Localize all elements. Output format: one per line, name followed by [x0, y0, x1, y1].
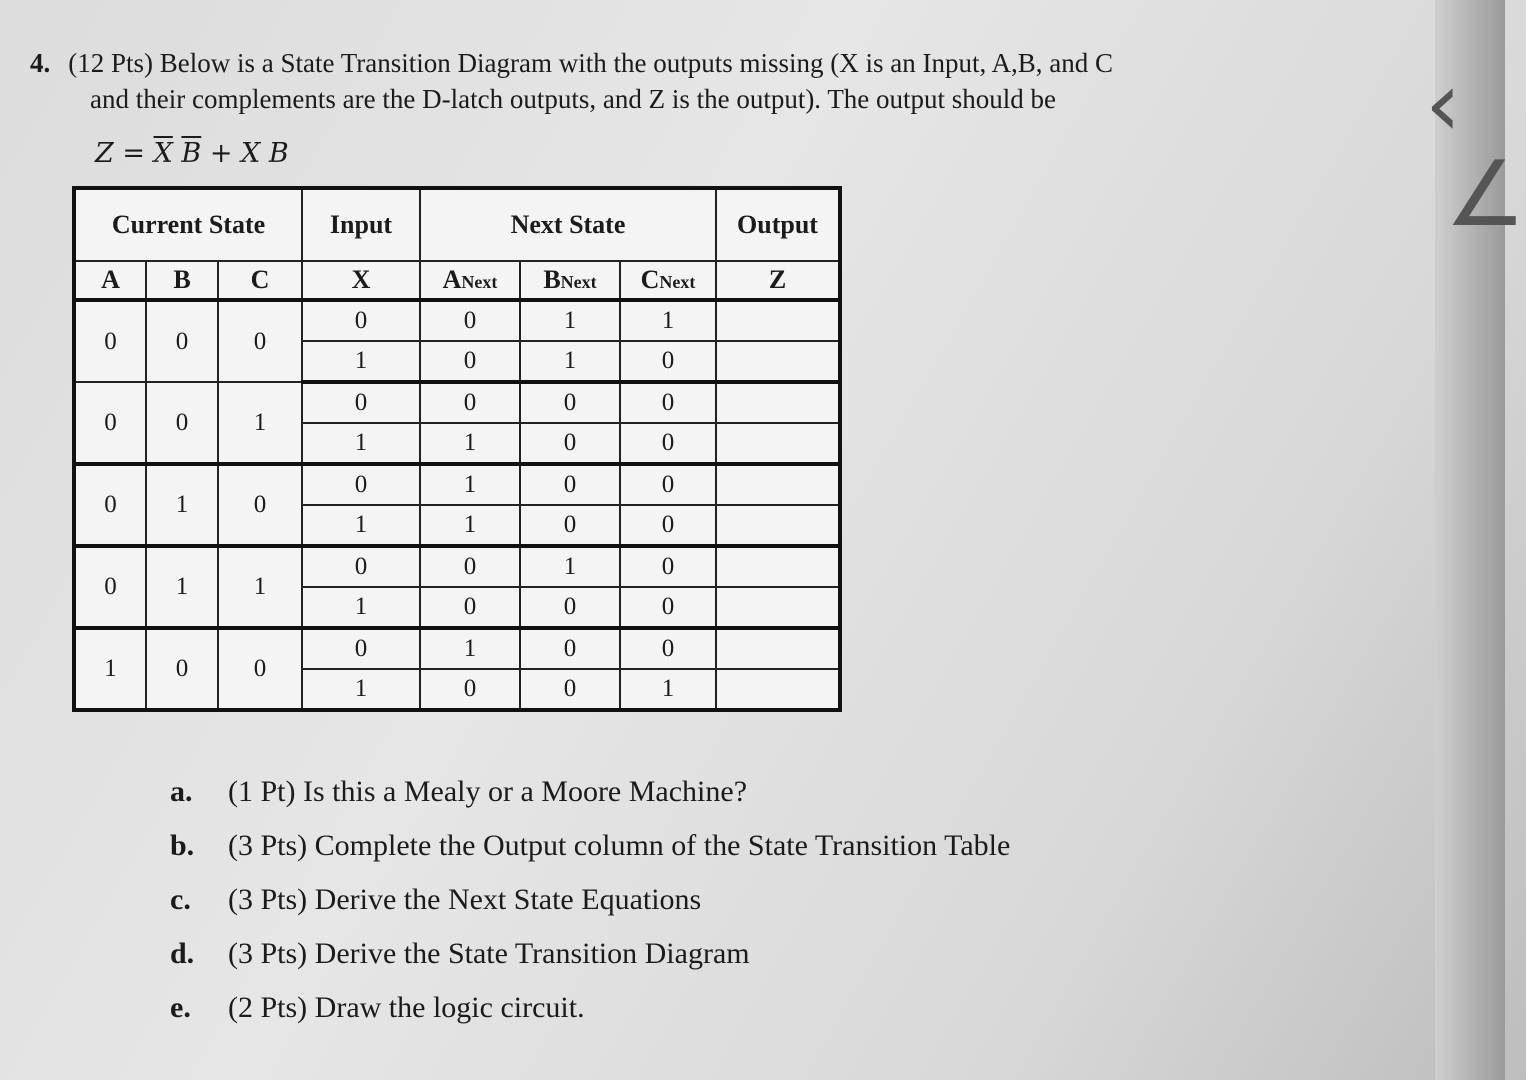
col-b-next-header: BNext: [520, 261, 620, 300]
cell-c-next: 0: [620, 423, 716, 464]
cell-z-empty[interactable]: [716, 505, 840, 546]
question-number: 4.: [30, 48, 51, 78]
cell-a-next: 1: [420, 628, 520, 669]
cell-z-empty[interactable]: [716, 669, 840, 710]
cell-c-next: 0: [620, 464, 716, 505]
cell-c-next: 0: [620, 505, 716, 546]
question-parts: [170, 765, 1010, 1035]
cell-b: 1: [146, 464, 218, 546]
state-transition-table: [72, 186, 842, 712]
cell-a: 0: [74, 382, 146, 464]
col-c-header: C: [218, 261, 302, 300]
current-state-header: Current State: [74, 188, 302, 261]
cell-z-empty[interactable]: [716, 423, 840, 464]
cell-x: 1: [302, 587, 420, 628]
table-subheader-row: [74, 261, 840, 300]
cell-z-empty[interactable]: [716, 341, 840, 382]
cell-x: 0: [302, 464, 420, 505]
output-equation: [95, 138, 289, 169]
cell-z-empty[interactable]: [716, 300, 840, 341]
cell-b-next: 0: [520, 382, 620, 423]
cell-a-next: 0: [420, 341, 520, 382]
cell-z-empty[interactable]: [716, 382, 840, 423]
table-row: [74, 300, 840, 341]
part-e: e. (2 Pts) Draw the logic circuit.: [170, 991, 585, 1024]
cell-z-empty[interactable]: [716, 546, 840, 587]
cell-a-next: 1: [420, 505, 520, 546]
question-line-2: and their complements are the D-latch outputs, and Z is the output). The output should be: [90, 84, 1057, 114]
cell-c-next: 0: [620, 587, 716, 628]
cell-b: 0: [146, 382, 218, 464]
cell-c-next: 1: [620, 669, 716, 710]
equation-rest: + X B: [201, 138, 289, 169]
cell-c-next: 0: [620, 546, 716, 587]
cell-z-empty[interactable]: [716, 464, 840, 505]
cell-x: 0: [302, 300, 420, 341]
cell-b-next: 0: [520, 423, 620, 464]
table-row: [74, 546, 840, 587]
cell-a-next: 0: [420, 300, 520, 341]
cell-b-next: 1: [520, 300, 620, 341]
question-header: [30, 45, 1370, 117]
equation-prefix: Z =: [95, 138, 154, 169]
input-header: Input: [302, 188, 420, 261]
table-row: [74, 464, 840, 505]
question-intro-line-1: (12 Pts) Below is a State Transition Diagram with the outputs missing (X is an Input, A,B, and C: [68, 48, 1113, 78]
cell-b: 0: [146, 300, 218, 382]
cell-b-next: 0: [520, 628, 620, 669]
cell-a-next: 1: [420, 464, 520, 505]
cell-c: 0: [218, 464, 302, 546]
part-b: b. (3 Pts) Complete the Output column of the State Transition Table: [170, 829, 1011, 862]
cell-z-empty[interactable]: [716, 587, 840, 628]
partial-handwriting-mark: ∠: [1445, 142, 1526, 247]
cell-x: 0: [302, 546, 420, 587]
cell-c-next: 0: [620, 341, 716, 382]
cell-x: 0: [302, 382, 420, 423]
adjacent-page-edge: [1425, 0, 1526, 1080]
cell-c: 0: [218, 628, 302, 710]
cell-x: 1: [302, 423, 420, 464]
table-row: [74, 628, 840, 669]
cell-a: 0: [74, 464, 146, 546]
col-x-header: X: [302, 261, 420, 300]
cell-c: 1: [218, 546, 302, 628]
cell-x: 1: [302, 341, 420, 382]
cell-a-next: 0: [420, 546, 520, 587]
col-b-header: B: [146, 261, 218, 300]
question-line-1: [30, 45, 1370, 81]
part-a: a. (1 Pt) Is this a Mealy or a Moore Machine?: [170, 775, 748, 808]
cell-a: 0: [74, 546, 146, 628]
cell-x: 1: [302, 505, 420, 546]
cell-b-next: 0: [520, 587, 620, 628]
cell-b-next: 1: [520, 546, 620, 587]
cell-b-next: 0: [520, 669, 620, 710]
table-row: [74, 382, 840, 423]
cell-a-next: 1: [420, 423, 520, 464]
cell-x: 0: [302, 628, 420, 669]
cell-a: 0: [74, 300, 146, 382]
part-c: c. (3 Pts) Derive the Next State Equations: [170, 883, 702, 916]
cell-b-next: 0: [520, 464, 620, 505]
cell-a: 1: [74, 628, 146, 710]
table-header-row: [74, 188, 840, 261]
cell-c-next: 0: [620, 382, 716, 423]
cell-b-next: 1: [520, 341, 620, 382]
cell-z-empty[interactable]: [716, 628, 840, 669]
col-z-header: Z: [716, 261, 840, 300]
cell-b-next: 0: [520, 505, 620, 546]
cell-c: 1: [218, 382, 302, 464]
cell-b: 1: [146, 546, 218, 628]
cell-b: 0: [146, 628, 218, 710]
cell-a-next: 0: [420, 587, 520, 628]
cell-c-next: 0: [620, 628, 716, 669]
cell-a-next: 0: [420, 669, 520, 710]
cell-a-next: 0: [420, 382, 520, 423]
equation-x-complement: $\overline{X}$: [153, 138, 173, 169]
equation-b-complement: $\overline{B}$: [181, 138, 202, 169]
col-c-next-header: CNext: [620, 261, 716, 300]
part-d: d. (3 Pts) Derive the State Transition Diagram: [170, 937, 750, 970]
next-state-header: Next State: [420, 188, 716, 261]
partial-handwriting-mark: ‹: [1425, 52, 1461, 157]
cell-x: 1: [302, 669, 420, 710]
cell-c: 0: [218, 300, 302, 382]
output-header: Output: [716, 188, 840, 261]
col-a-header: A: [74, 261, 146, 300]
col-a-next-header: ANext: [420, 261, 520, 300]
cell-c-next: 1: [620, 300, 716, 341]
